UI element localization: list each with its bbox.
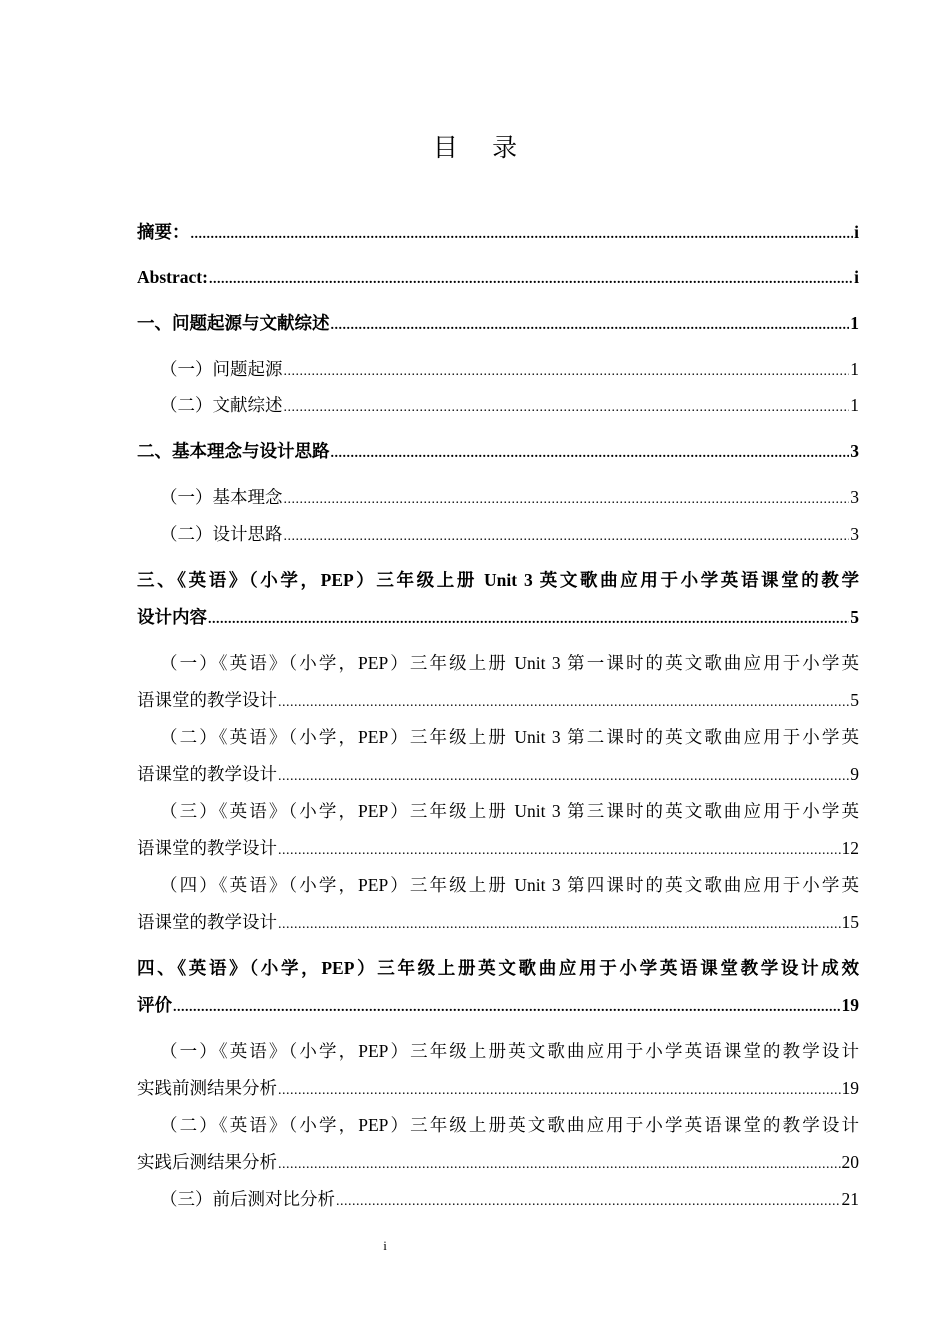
toc-page-number: 3	[850, 441, 859, 461]
dot-leader	[284, 487, 850, 513]
toc-page-number: 19	[841, 995, 859, 1015]
toc-entry-section-2-2[interactable]	[160, 521, 859, 547]
toc-entry-section-1-2[interactable]	[160, 392, 859, 418]
toc-entry-text: 一、问题起源与文献综述	[137, 313, 330, 333]
toc-page-number: i	[854, 222, 859, 242]
toc-page-number: 5	[850, 690, 859, 710]
toc-entry-chapter-4-line1[interactable]: 四、《英语》（小学，PEP）三年级上册英文歌曲应用于小学英语课堂教学设计成效	[137, 958, 859, 978]
toc-entry-section-4-2-line1[interactable]: （二）《英语》（小学，PEP）三年级上册英文歌曲应用于小学英语课堂的教学设计	[160, 1115, 859, 1135]
toc-entry-abstract-en[interactable]	[137, 264, 859, 290]
dot-leader	[331, 441, 850, 467]
toc-entry-text: 摘要：	[137, 222, 190, 242]
toc-entry-section-2-1[interactable]	[160, 484, 859, 510]
dot-leader	[336, 1189, 841, 1215]
toc-entry-text: 语课堂的教学设计	[137, 838, 277, 858]
toc-entry-chapter-4[interactable]	[137, 992, 859, 1018]
toc-title: 目 录	[432, 135, 532, 162]
toc-entry-abstract-cn[interactable]	[137, 219, 859, 245]
dot-leader	[284, 395, 850, 421]
toc-entry-text: 实践前测结果分析	[137, 1078, 277, 1098]
dot-leader	[284, 524, 850, 550]
toc-page-number: 3	[850, 524, 859, 544]
toc-page-number: 1	[850, 313, 859, 333]
dot-leader	[173, 995, 841, 1021]
toc-page-number: 1	[850, 359, 859, 379]
toc-entry-section-3-3-line1[interactable]: （三）《英语》（小学，PEP）三年级上册 Unit 3 第三课时的英文歌曲应用于小学英	[160, 801, 859, 821]
toc-page-number: 9	[850, 764, 859, 784]
toc-entry-section-4-1[interactable]	[137, 1075, 859, 1101]
dot-leader	[208, 607, 849, 633]
toc-entry-section-3-2[interactable]	[137, 761, 859, 787]
dot-leader	[191, 222, 854, 248]
dot-leader	[278, 764, 849, 790]
toc-entry-text: （二）设计思路	[160, 524, 283, 544]
toc-page-number: 3	[850, 487, 859, 507]
toc-page-number: 20	[841, 1152, 859, 1172]
toc-entry-text: 设计内容	[137, 607, 207, 627]
dot-leader	[278, 912, 841, 938]
dot-leader	[278, 1152, 841, 1178]
toc-entry-section-3-4-line1[interactable]: （四）《英语》（小学，PEP）三年级上册 Unit 3 第四课时的英文歌曲应用于小学英	[160, 875, 859, 895]
toc-entry-text: Abstract:	[137, 267, 208, 287]
toc-entry-section-1-1[interactable]	[160, 356, 859, 382]
dot-leader	[278, 1078, 841, 1104]
toc-page-number: i	[854, 267, 859, 287]
dot-leader	[284, 359, 850, 385]
dot-leader	[209, 267, 853, 293]
toc-entry-chapter-2[interactable]	[137, 438, 859, 464]
dot-leader	[278, 690, 849, 716]
toc-entry-section-3-2-line1[interactable]: （二）《英语》（小学，PEP）三年级上册 Unit 3 第二课时的英文歌曲应用于小学英	[160, 727, 859, 747]
toc-entry-text: 实践后测结果分析	[137, 1152, 277, 1172]
toc-page-number: 5	[850, 607, 859, 627]
toc-entry-section-4-3[interactable]	[160, 1186, 859, 1212]
toc-page-number: 21	[841, 1189, 859, 1209]
toc-entry-text: 二、基本理念与设计思路	[137, 441, 330, 461]
toc-page-number: 1	[850, 395, 859, 415]
toc-entry-section-3-1[interactable]	[137, 687, 859, 713]
toc-page-number: 12	[841, 838, 859, 858]
toc-entry-section-3-1-line1[interactable]: （一）《英语》（小学，PEP）三年级上册 Unit 3 第一课时的英文歌曲应用于小学英	[160, 653, 859, 673]
toc-entry-chapter-3-line1[interactable]: 三、《英语》（小学，PEP）三年级上册 Unit 3 英文歌曲应用于小学英语课堂的教学	[137, 570, 859, 590]
toc-entry-text: 语课堂的教学设计	[137, 764, 277, 784]
toc-entry-text: （一）基本理念	[160, 487, 283, 507]
toc-entry-text: （二）文献综述	[160, 395, 283, 415]
page-footer-number: i	[383, 1238, 387, 1253]
dot-leader	[331, 313, 850, 339]
toc-entry-text: （一）问题起源	[160, 359, 283, 379]
toc-page-number: 15	[841, 912, 859, 932]
toc-entry-text: 语课堂的教学设计	[137, 690, 277, 710]
toc-entry-text: 语课堂的教学设计	[137, 912, 277, 932]
toc-entry-text: 评价	[137, 995, 172, 1015]
toc-entry-section-4-1-line1[interactable]: （一）《英语》（小学，PEP）三年级上册英文歌曲应用于小学英语课堂的教学设计	[160, 1041, 859, 1061]
toc-entry-text: （三）前后测对比分析	[160, 1189, 335, 1209]
dot-leader	[278, 838, 841, 864]
toc-entry-section-3-3[interactable]	[137, 835, 859, 861]
toc-entry-chapter-1[interactable]	[137, 310, 859, 336]
toc-entry-section-3-4[interactable]	[137, 909, 859, 935]
toc-entry-section-4-2[interactable]	[137, 1149, 859, 1175]
toc-page-number: 19	[841, 1078, 859, 1098]
toc-entry-chapter-3[interactable]	[137, 604, 859, 630]
